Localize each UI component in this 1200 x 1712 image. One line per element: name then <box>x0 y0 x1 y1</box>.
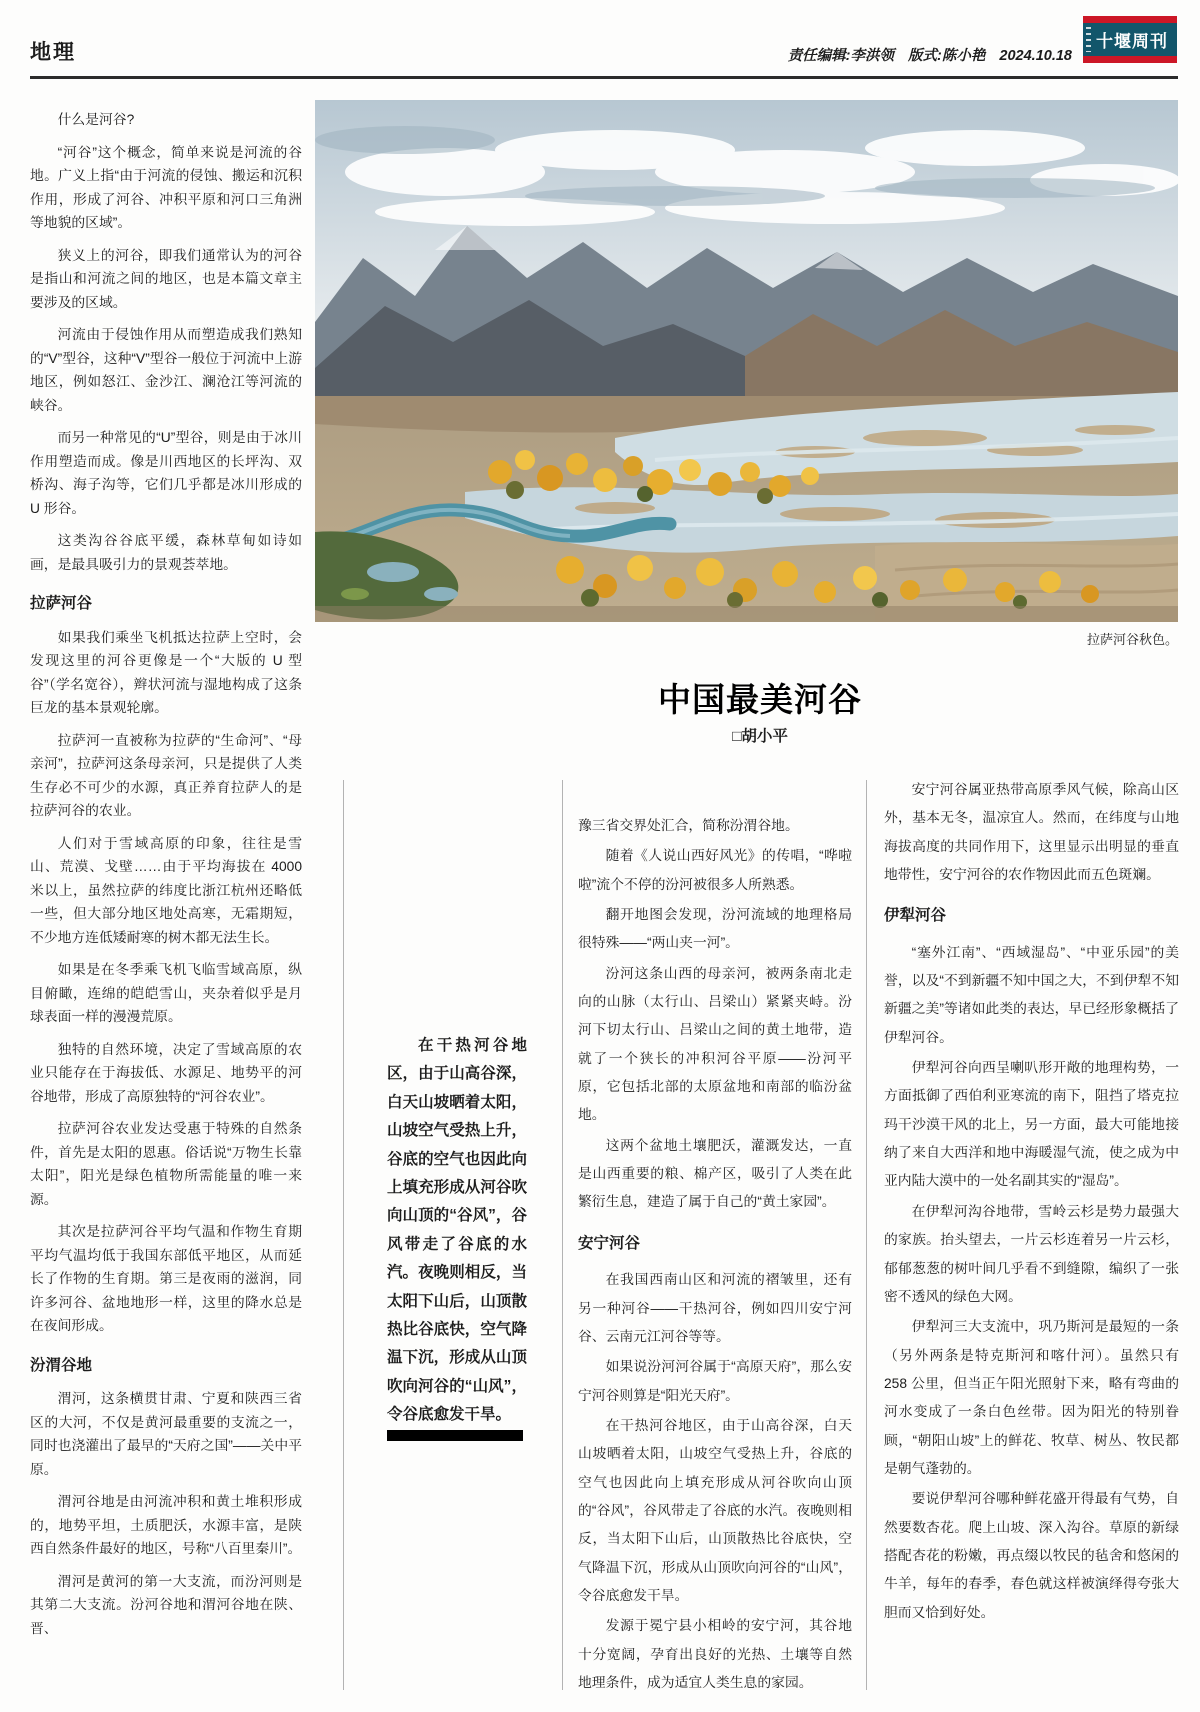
text-block: “塞外江南”、“西域湿岛”、“中亚乐园”的美誉，以及“不到新疆不知中国之大，不到伊犁不知新疆之美”等诸如此类的表达，早已经形象概括了伊犁河谷。 <box>884 944 1179 1045</box>
text-block: 发源于冕宁县小相岭的安宁河，其谷地十分宽阔，孕育出良好的光热、土壤等自然地理条件，成为适宜人类生息的家园。 <box>578 1618 852 1690</box>
section-heading: 汾渭谷地 <box>30 1356 93 1374</box>
pull-quote <box>387 1032 527 1430</box>
issue-date: 2024.10.18 <box>999 48 1072 64</box>
editor-line <box>778 44 1072 65</box>
text-block: 渭河谷地是由河流冲积和黄土堆积形成的，地势平坦，土质肥沃，水源丰富，是陕西自然条件最好的地区，号称“八百里秦川”。 <box>30 1494 302 1556</box>
article-byline: □胡小平 <box>732 728 788 745</box>
header-divider <box>30 76 1178 79</box>
text-block: 如果我们乘坐飞机抵达拉萨上空时，会发现这里的河谷更像是一个“大版的 U 型谷”（学名宽谷），辫状河流与湿地构成了这条巨龙的基本景观轮廓。 <box>30 629 302 715</box>
text-block: “河谷”这个概念，简单来说是河流的谷地。广义上指“由于河流的侵蚀、搬运和沉积作用，形成了河谷、冲积平原和河口三角洲等地貌的区域”。 <box>30 144 302 230</box>
masthead-body <box>1083 23 1177 56</box>
text-block: 如果是在冬季乘飞机飞临雪域高原，纵目俯瞰，连绵的皑皑雪山，夹杂着似乎是月球表面一样的漫漫荒原。 <box>30 962 302 1024</box>
column-divider <box>866 780 867 1690</box>
text-block: 伊犁河谷向西呈喇叭形开敞的地理构势，一方面抵御了西伯利亚寒流的南下，阻挡了塔克拉玛干沙漠干风的北上，另一方面，最大可能地接纳了来自大西洋和地中海暖湿气流，使之成为中亚内陆大漠中的一处名副其实的“湿岛”。 <box>884 1060 1179 1189</box>
section-heading: 拉萨河谷 <box>30 595 93 612</box>
text-block: 随着《人说山西好风光》的传唱，“哗啦啦”流个不停的汾河被很多人所熟悉。 <box>578 848 852 892</box>
masthead-top-bar <box>1083 16 1177 23</box>
text-block: 如果说汾河河谷属于“高原天府”，那么安宁河谷则算是“阳光天府”。 <box>578 1359 852 1403</box>
column-divider <box>562 780 563 1690</box>
section-heading: 伊犁河谷 <box>884 907 947 925</box>
text-block: 豫三省交界处汇合，简称汾渭谷地。 <box>578 818 799 833</box>
text-block: 人们对于雪域高原的印象，往往是雪山、荒漠、戈壁……由于平均海拔在 4000 米以上，虽然拉萨的纬度比浙江杭州还略低一些，但大部分地区地处高寒，无霜期短，不少地方连低矮耐寒的树木都无法生长。 <box>30 835 302 945</box>
left-column <box>30 108 302 1649</box>
text-block: 在伊犁河沟谷地带，雪岭云杉是势力最强大的家族。抬头望去，一片云杉连着另一片云杉，郁郁葱葱的树叶间几乎看不到缝隙，编织了一张密不透风的绿色大网。 <box>884 1203 1179 1304</box>
masthead-vertical-marks <box>1086 27 1091 52</box>
masthead-title: 十堰周刊 <box>1096 32 1168 51</box>
text-block: 安宁河谷属亚热带高原季风气候，除高山区外，基本无冬，温凉宜人。然而，在纬度与山地海拔高度的共同作用下，这里显示出明显的垂直地带性，安宁河谷的农作物因此而五色斑斓。 <box>884 782 1179 883</box>
right-column <box>884 776 1179 1629</box>
text-block: 拉萨河谷农业发达受惠于特殊的自然条件，首先是太阳的恩惠。俗话说“万物生长靠太阳”，阳光是绿色植物所需能量的唯一来源。 <box>30 1121 302 1207</box>
text-block: 在干热河谷地区，由于山高谷深，白天山坡晒着太阳，山坡空气受热上升，谷底的空气也因此向上填充形成从河谷吹向山顶的“谷风”，谷风带走了谷底的水汽。夜晚则相反，当太阳下山后，山顶散热比谷底快，空气降温下沉，形成从山顶吹向河谷的“山风”，令谷底愈发干旱。 <box>578 1417 852 1603</box>
text-block: 狭义上的河谷，即我们通常认为的河谷是指山和河流之间的地区，也是本篇文章主要涉及的区域。 <box>30 247 302 310</box>
valley-photo <box>315 100 1178 622</box>
text-block: 翻开地图会发现，汾河流域的地理格局很特殊——“两山夹一河”。 <box>578 907 852 951</box>
text-block: 而另一种常见的“U”型谷，则是由于冰川作用塑造而成。像是川西地区的长坪沟、双桥沟、海子沟等，它们几乎都是冰川形成的 U 形谷。 <box>30 430 302 516</box>
text-block: 这类沟谷谷底平缓，森林草甸如诗如画，是最具吸引力的景观荟萃地。 <box>30 533 302 572</box>
masthead-logo <box>1083 16 1177 63</box>
text-block: 拉萨河一直被称为拉萨的“生命河”、“母亲河”，拉萨河这条母亲河，只是提供了人类生存必不可少的水源，真正养育拉萨人的是拉萨河谷的农业。 <box>30 732 302 818</box>
column-divider <box>343 780 344 1690</box>
text-block: 渭河是黄河的第一大支流，而汾河则是其第二大支流。汾河谷地和渭河谷地在陕、晋、 <box>30 1573 302 1636</box>
layout-credit: 版式:陈小艳 <box>908 48 986 64</box>
text-block: 伊犁河三大支流中，巩乃斯河是最短的一条（另外两条是特克斯河和喀什河）。虽然只有 258 公里，但当正午阳光照射下来，略有弯曲的河水变成了一条白色丝带。因为阳光的特别眷顾，“朝阳山坡”上的鲜花、牧草、树丛、牧民都是朝气蓬勃的。 <box>884 1319 1179 1476</box>
section-label: 地理 <box>30 41 76 64</box>
text-block: 河流由于侵蚀作用从而塑造成我们熟知的“V”型谷，这种“V”型谷一般位于河流中上游地区，例如怒江、金沙江、澜沧江等河流的峡谷。 <box>30 327 302 413</box>
text-block: 渭河，这条横贯甘肃、宁夏和陕西三省区的大河，不仅是黄河最重要的支流之一，同时也浇灌出了最早的“天府之国”——关中平原。 <box>30 1391 302 1477</box>
text-block: 在我国西南山区和河流的褶皱里，还有另一种河谷——干热河谷，例如四川安宁河谷、云南元江河谷等等。 <box>578 1272 852 1344</box>
text-block: 其次是拉萨河谷平均气温和作物生育期平均气温均低于我国东部低平地区，从而延长了作物的生育期。第三是夜雨的滋润，同许多河谷、盆地地形一样，这里的降水总是在夜间形成。 <box>30 1224 302 1333</box>
article-title: 中国最美河谷 <box>658 683 862 719</box>
text-block: 要说伊犁河谷哪种鲜花盛开得最有气势，自然要数杏花。爬上山坡、深入沟谷。草原的新绿搭配杏花的粉嫩，再点缀以牧民的毡舍和悠闲的牛羊，每年的春季，春色就这样被演绎得夸张大胆而又恰到好处。 <box>884 1491 1179 1620</box>
masthead-bottom-bar <box>1083 56 1177 63</box>
editors-credit: 责任编辑:李洪领 <box>787 48 895 64</box>
section-heading: 安宁河谷 <box>578 1234 641 1252</box>
text-block: 汾河这条山西的母亲河，被两条南北走向的山脉（太行山、吕梁山）紧紧夹峙。汾河下切太行山、吕梁山之间的黄土地带，造就了一个狭长的冲积河谷平原——汾河平原，它包括北部的太原盆地和南部的临汾盆地。 <box>578 965 852 1123</box>
pull-quote-end-bar <box>387 1430 523 1441</box>
pull-quote-text: 在干热河谷地区，由于山高谷深，白天山坡晒着太阳，山坡空气受热上升，谷底的空气也因此向上填充形成从河谷吹向山顶的“谷风”，谷风带走了谷底的水汽。夜晚则相反，当太阳下山后，山顶散热比谷底快，空气降温下沉，形成从山顶吹向河谷的“山风”，令谷底愈发干旱。 <box>387 1037 527 1424</box>
center-column <box>578 812 852 1699</box>
text-block: 独特的自然环境，决定了雪域高原的农业只能存在于海拔低、水源足、地势平的河谷地带，形成了高原独特的“河谷农业”。 <box>30 1041 302 1104</box>
photo-caption: 拉萨河谷秋色。 <box>1086 632 1178 647</box>
text-block: 什么是河谷? <box>57 112 135 127</box>
text-block: 这两个盆地土壤肥沃，灌溉发达，一直是山西重要的粮、棉产区，吸引了人类在此繁衍生息，建造了属于自己的“黄土家园”。 <box>578 1137 852 1210</box>
